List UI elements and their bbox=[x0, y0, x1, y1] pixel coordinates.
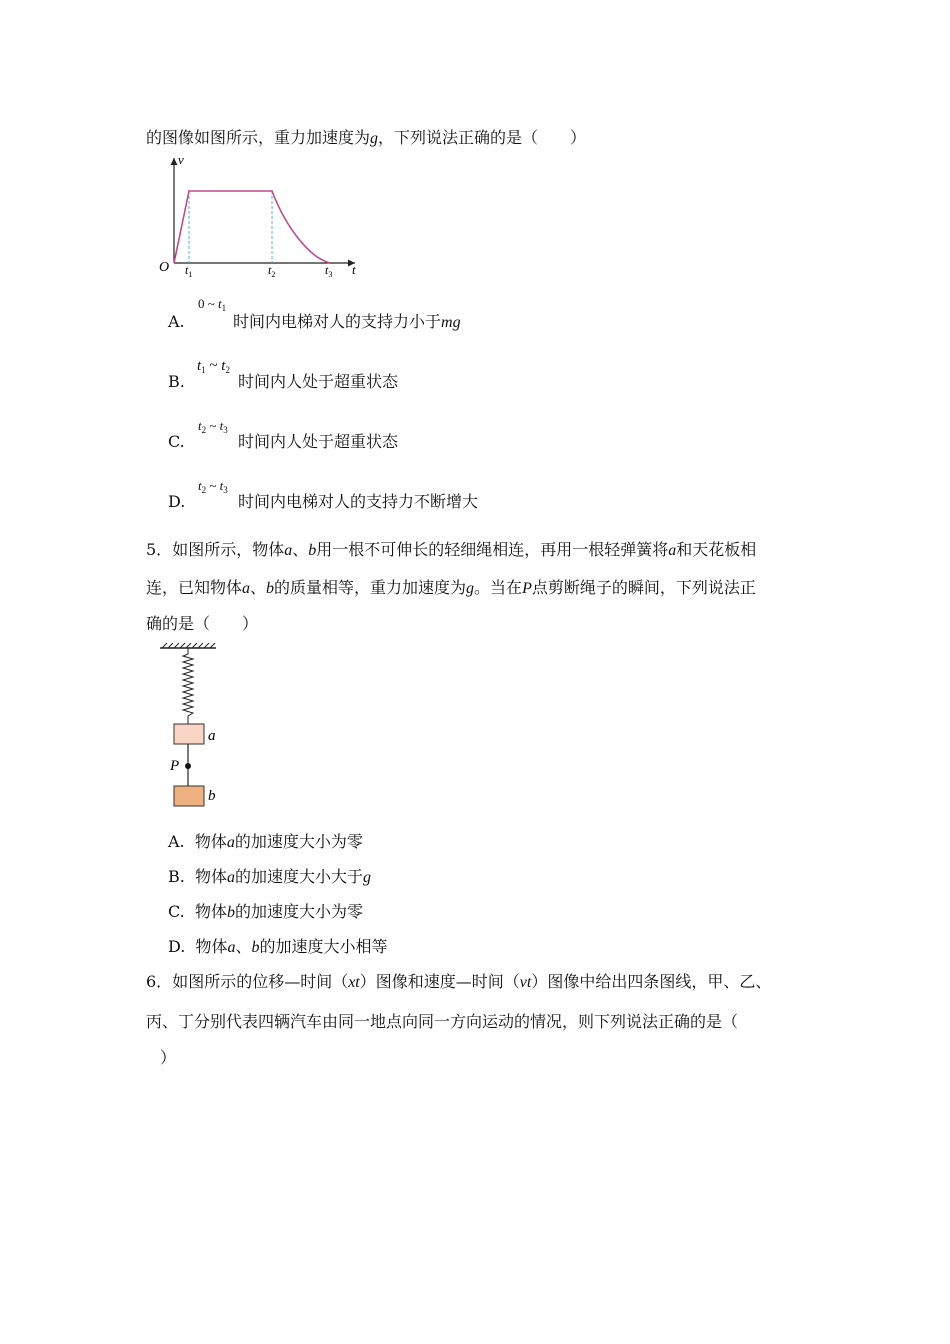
q5-option-c[interactable]: C. 物体b的加速度大小为零 bbox=[168, 902, 363, 921]
option-letter: B. bbox=[168, 372, 185, 391]
q6-line2: 丙、丁分别代表四辆汽车由同一地点向同一方向运动的情况，则下列说法正确的是（ bbox=[146, 1012, 739, 1031]
spring bbox=[183, 648, 193, 724]
q5-line3: 确的是（ ） bbox=[146, 614, 259, 633]
v-axis-label: v bbox=[178, 152, 184, 167]
label-b: b bbox=[208, 788, 216, 804]
label-p: P bbox=[170, 758, 180, 774]
q4-vt-graph bbox=[150, 150, 370, 285]
q5-option-d[interactable]: D. 物体a、b的加速度大小相等 bbox=[168, 937, 388, 956]
q5-line2: 连，已知物体a、b的质量相等，重力加速度为g。当在P点剪断绳子的瞬间，下列说法正 bbox=[146, 578, 756, 597]
origin-label: O bbox=[159, 260, 170, 275]
block-b bbox=[174, 786, 204, 806]
q4-stem bbox=[146, 128, 586, 149]
q5-option-b[interactable]: B. 物体a的加速度大小大于g bbox=[168, 867, 372, 886]
t2-label: $t_2$ bbox=[268, 263, 276, 279]
q4-stem-post: ，下列说法正确的是（ ） bbox=[378, 128, 587, 147]
option-text: 时间内人处于超重状态 bbox=[238, 432, 399, 451]
option-letter: D. bbox=[168, 492, 186, 511]
q6-line1: 6．如图所示的位移—时间（xt）图像和速度—时间（vt）图像中给出四条图线，甲、乙、 bbox=[146, 972, 772, 991]
option-letter: C. bbox=[168, 432, 185, 451]
t1-label: $t_1$ bbox=[185, 263, 193, 279]
q5-option-a[interactable]: A. 物体a的加速度大小为零 bbox=[168, 832, 363, 851]
q6-line3: ） bbox=[160, 1048, 177, 1067]
option-text: 时间内电梯对人的支持力小于mg bbox=[233, 312, 461, 331]
q5-spring-figure bbox=[150, 640, 250, 812]
t-axis-label: t bbox=[352, 262, 356, 277]
block-a bbox=[174, 724, 204, 744]
t3-label: $t_3$ bbox=[325, 263, 333, 279]
option-text: 时间内电梯对人的支持力不断增大 bbox=[238, 492, 479, 511]
velocity-curve bbox=[174, 191, 330, 263]
q4-stem-pre: 的图像如图所示，重力加速度为 bbox=[146, 128, 371, 147]
option-math: $t_1$ ~ $t_2$ bbox=[197, 358, 230, 375]
option-text: 时间内人处于超重状态 bbox=[238, 372, 399, 391]
q5-line1: 5．如图所示，物体a、b用一根不可伸长的轻细绳相连，再用一根轻弹簧将a和天花板相 bbox=[146, 540, 757, 559]
q4-stem-g: g bbox=[370, 130, 379, 147]
option-math: $t_2$ ~ $t_3$ bbox=[198, 478, 228, 495]
option-math: 0 ~ $t_1$ bbox=[198, 296, 227, 313]
label-a: a bbox=[208, 728, 216, 744]
point-p bbox=[185, 763, 191, 769]
option-letter: A. bbox=[168, 312, 185, 331]
option-math: $t_2$ ~ $t_3$ bbox=[198, 418, 228, 435]
